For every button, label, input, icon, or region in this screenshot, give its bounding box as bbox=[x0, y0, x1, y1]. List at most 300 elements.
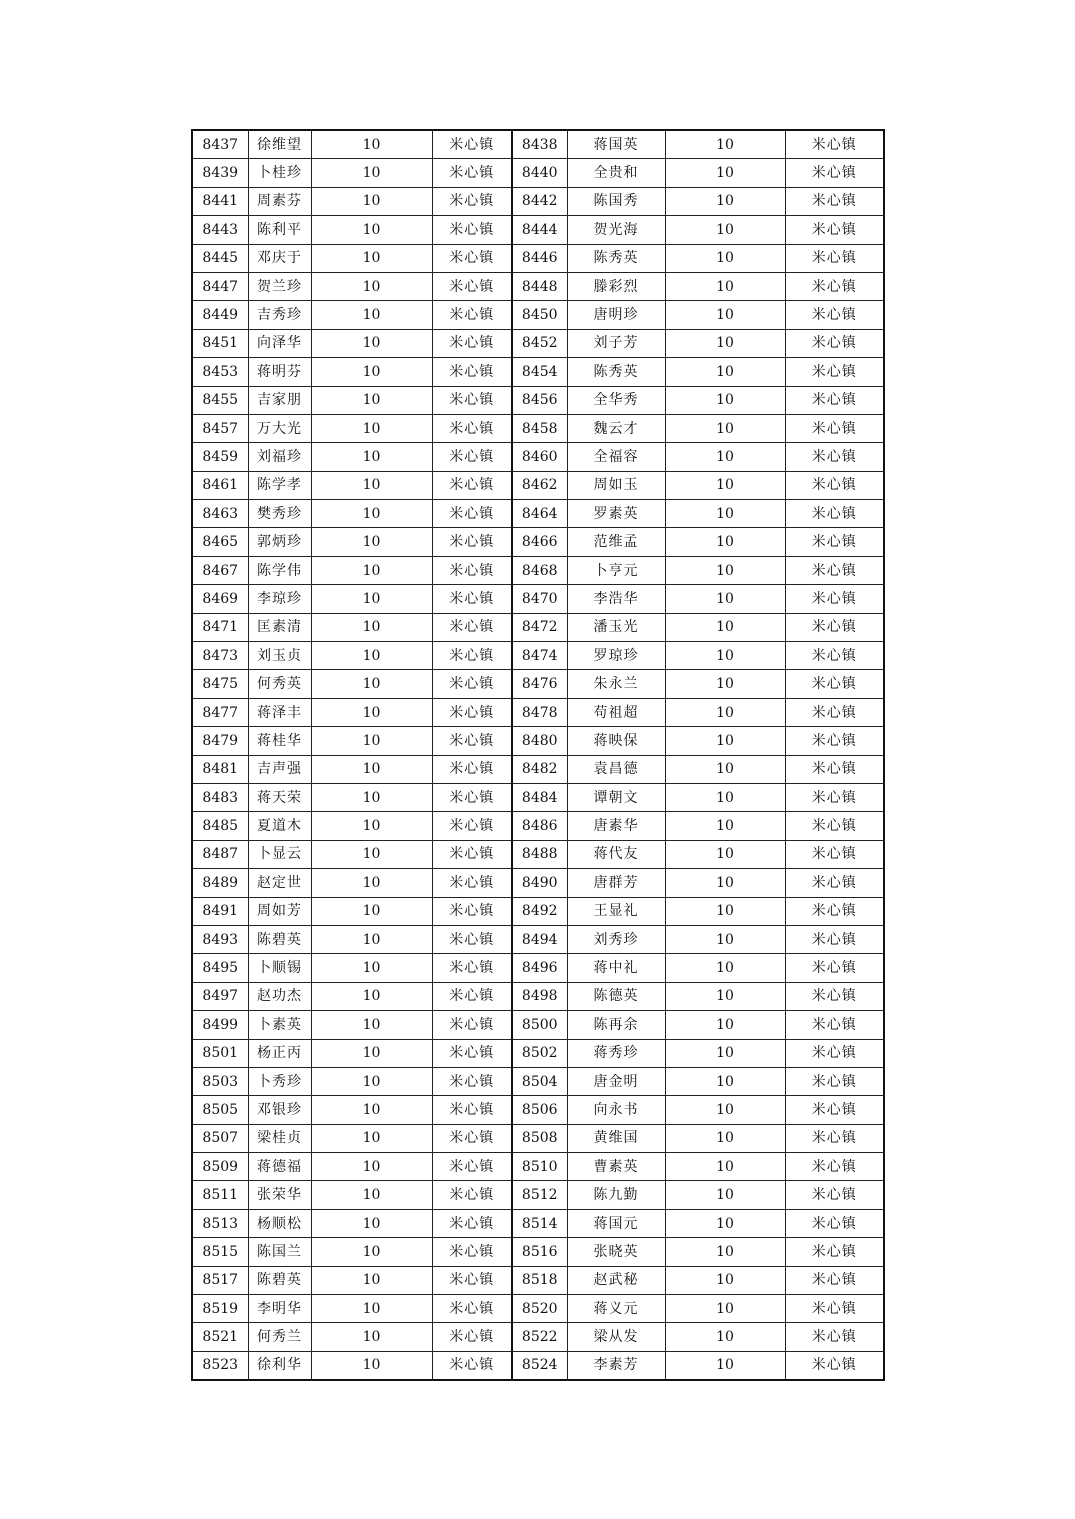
person-name: 陈德英 bbox=[567, 982, 665, 1010]
table-row bbox=[192, 130, 884, 159]
amount-cell: 10 bbox=[665, 727, 785, 755]
record-id: 8438 bbox=[512, 130, 567, 159]
amount-cell: 10 bbox=[665, 1181, 785, 1209]
record-id: 8482 bbox=[512, 755, 567, 783]
record-id: 8513 bbox=[192, 1209, 248, 1237]
town-name: 米心镇 bbox=[785, 783, 884, 811]
town-name: 米心镇 bbox=[432, 670, 512, 698]
amount-cell: 10 bbox=[665, 1124, 785, 1152]
record-id: 8476 bbox=[512, 670, 567, 698]
amount-cell: 10 bbox=[311, 528, 432, 556]
town-name: 米心镇 bbox=[785, 954, 884, 982]
person-name: 黄维国 bbox=[567, 1124, 665, 1152]
town-name: 米心镇 bbox=[432, 755, 512, 783]
record-id: 8519 bbox=[192, 1295, 248, 1323]
town-name: 米心镇 bbox=[785, 698, 884, 726]
town-name: 米心镇 bbox=[432, 1096, 512, 1124]
record-id: 8440 bbox=[512, 159, 567, 187]
table-row bbox=[192, 670, 884, 698]
amount-cell: 10 bbox=[311, 272, 432, 300]
table-row bbox=[192, 1266, 884, 1294]
person-name: 杨正丙 bbox=[248, 1039, 311, 1067]
amount-cell: 10 bbox=[665, 1238, 785, 1266]
amount-cell: 10 bbox=[665, 301, 785, 329]
person-name: 刘玉贞 bbox=[248, 642, 311, 670]
record-id: 8523 bbox=[192, 1351, 248, 1380]
town-name: 米心镇 bbox=[785, 897, 884, 925]
amount-cell: 10 bbox=[311, 783, 432, 811]
record-id: 8479 bbox=[192, 727, 248, 755]
person-name: 全福容 bbox=[567, 443, 665, 471]
amount-cell: 10 bbox=[665, 216, 785, 244]
person-name: 李明华 bbox=[248, 1295, 311, 1323]
amount-cell: 10 bbox=[311, 159, 432, 187]
amount-cell: 10 bbox=[665, 500, 785, 528]
person-name: 唐素华 bbox=[567, 812, 665, 840]
amount-cell: 10 bbox=[665, 358, 785, 386]
town-name: 米心镇 bbox=[785, 414, 884, 442]
amount-cell: 10 bbox=[311, 130, 432, 159]
table-row bbox=[192, 613, 884, 641]
person-name: 匡素清 bbox=[248, 613, 311, 641]
town-name: 米心镇 bbox=[432, 783, 512, 811]
person-name: 周如玉 bbox=[567, 471, 665, 499]
table-row bbox=[192, 216, 884, 244]
town-name: 米心镇 bbox=[785, 1153, 884, 1181]
amount-cell: 10 bbox=[665, 1039, 785, 1067]
amount-cell: 10 bbox=[665, 670, 785, 698]
town-name: 米心镇 bbox=[785, 216, 884, 244]
table-row bbox=[192, 187, 884, 215]
record-id: 8501 bbox=[192, 1039, 248, 1067]
town-name: 米心镇 bbox=[785, 1351, 884, 1380]
amount-cell: 10 bbox=[311, 613, 432, 641]
table-row bbox=[192, 528, 884, 556]
amount-cell: 10 bbox=[311, 1181, 432, 1209]
amount-cell: 10 bbox=[311, 471, 432, 499]
town-name: 米心镇 bbox=[785, 443, 884, 471]
record-id: 8505 bbox=[192, 1096, 248, 1124]
record-id: 8511 bbox=[192, 1181, 248, 1209]
person-name: 蒋秀珍 bbox=[567, 1039, 665, 1067]
amount-cell: 10 bbox=[665, 954, 785, 982]
amount-cell: 10 bbox=[311, 500, 432, 528]
amount-cell: 10 bbox=[665, 130, 785, 159]
town-name: 米心镇 bbox=[432, 897, 512, 925]
amount-cell: 10 bbox=[665, 698, 785, 726]
record-id: 8521 bbox=[192, 1323, 248, 1351]
town-name: 米心镇 bbox=[432, 358, 512, 386]
amount-cell: 10 bbox=[665, 585, 785, 613]
amount-cell: 10 bbox=[665, 1096, 785, 1124]
record-id: 8495 bbox=[192, 954, 248, 982]
person-name: 刘秀珍 bbox=[567, 925, 665, 953]
person-name: 张荣华 bbox=[248, 1181, 311, 1209]
person-name: 赵武秘 bbox=[567, 1266, 665, 1294]
amount-cell: 10 bbox=[311, 1351, 432, 1380]
town-name: 米心镇 bbox=[432, 869, 512, 897]
town-name: 米心镇 bbox=[432, 159, 512, 187]
town-name: 米心镇 bbox=[785, 585, 884, 613]
record-id: 8469 bbox=[192, 585, 248, 613]
record-id: 8454 bbox=[512, 358, 567, 386]
amount-cell: 10 bbox=[665, 613, 785, 641]
town-name: 米心镇 bbox=[432, 727, 512, 755]
person-name: 罗素英 bbox=[567, 500, 665, 528]
town-name: 米心镇 bbox=[432, 443, 512, 471]
person-name: 卜秀珍 bbox=[248, 1067, 311, 1095]
town-name: 米心镇 bbox=[785, 1096, 884, 1124]
person-name: 徐维望 bbox=[248, 130, 311, 159]
person-name: 徐利华 bbox=[248, 1351, 311, 1380]
person-name: 魏云才 bbox=[567, 414, 665, 442]
table-row bbox=[192, 698, 884, 726]
record-id: 8497 bbox=[192, 982, 248, 1010]
amount-cell: 10 bbox=[311, 216, 432, 244]
amount-cell: 10 bbox=[311, 1096, 432, 1124]
record-id: 8520 bbox=[512, 1295, 567, 1323]
amount-cell: 10 bbox=[311, 1266, 432, 1294]
town-name: 米心镇 bbox=[432, 556, 512, 584]
person-name: 曹素英 bbox=[567, 1153, 665, 1181]
record-id: 8493 bbox=[192, 925, 248, 953]
amount-cell: 10 bbox=[665, 556, 785, 584]
person-name: 蒋桂华 bbox=[248, 727, 311, 755]
person-name: 向泽华 bbox=[248, 329, 311, 357]
person-name: 苟祖超 bbox=[567, 698, 665, 726]
amount-cell: 10 bbox=[665, 1209, 785, 1237]
town-name: 米心镇 bbox=[785, 528, 884, 556]
amount-cell: 10 bbox=[665, 386, 785, 414]
person-name: 陈学伟 bbox=[248, 556, 311, 584]
person-name: 樊秀珍 bbox=[248, 500, 311, 528]
record-id: 8477 bbox=[192, 698, 248, 726]
table-row bbox=[192, 301, 884, 329]
person-name: 蒋天荣 bbox=[248, 783, 311, 811]
record-id: 8504 bbox=[512, 1067, 567, 1095]
record-id: 8463 bbox=[192, 500, 248, 528]
table-row bbox=[192, 1011, 884, 1039]
table-row bbox=[192, 159, 884, 187]
town-name: 米心镇 bbox=[432, 812, 512, 840]
town-name: 米心镇 bbox=[785, 159, 884, 187]
record-id: 8499 bbox=[192, 1011, 248, 1039]
table-row bbox=[192, 1209, 884, 1237]
person-name: 蒋明芬 bbox=[248, 358, 311, 386]
amount-cell: 10 bbox=[665, 1295, 785, 1323]
town-name: 米心镇 bbox=[432, 1124, 512, 1152]
table-row bbox=[192, 358, 884, 386]
amount-cell: 10 bbox=[311, 1209, 432, 1237]
record-id: 8441 bbox=[192, 187, 248, 215]
town-name: 米心镇 bbox=[432, 471, 512, 499]
amount-cell: 10 bbox=[665, 869, 785, 897]
table-row bbox=[192, 500, 884, 528]
person-name: 陈再余 bbox=[567, 1011, 665, 1039]
record-id: 8465 bbox=[192, 528, 248, 556]
record-id: 8464 bbox=[512, 500, 567, 528]
record-id: 8444 bbox=[512, 216, 567, 244]
table-row bbox=[192, 1153, 884, 1181]
person-name: 卜顺锡 bbox=[248, 954, 311, 982]
table-row bbox=[192, 414, 884, 442]
person-name: 王显礼 bbox=[567, 897, 665, 925]
person-name: 周素芬 bbox=[248, 187, 311, 215]
person-name: 陈国兰 bbox=[248, 1238, 311, 1266]
person-name: 陈利平 bbox=[248, 216, 311, 244]
amount-cell: 10 bbox=[665, 528, 785, 556]
person-name: 何秀兰 bbox=[248, 1323, 311, 1351]
amount-cell: 10 bbox=[665, 443, 785, 471]
table-row bbox=[192, 925, 884, 953]
record-id: 8462 bbox=[512, 471, 567, 499]
amount-cell: 10 bbox=[311, 1238, 432, 1266]
person-name: 梁桂贞 bbox=[248, 1124, 311, 1152]
town-name: 米心镇 bbox=[785, 244, 884, 272]
person-name: 潘玉光 bbox=[567, 613, 665, 641]
amount-cell: 10 bbox=[311, 414, 432, 442]
record-id: 8518 bbox=[512, 1266, 567, 1294]
person-name: 卜桂珍 bbox=[248, 159, 311, 187]
town-name: 米心镇 bbox=[785, 1181, 884, 1209]
town-name: 米心镇 bbox=[432, 301, 512, 329]
table-row bbox=[192, 869, 884, 897]
person-name: 陈碧英 bbox=[248, 1266, 311, 1294]
person-name: 赵定世 bbox=[248, 869, 311, 897]
town-name: 米心镇 bbox=[432, 954, 512, 982]
amount-cell: 10 bbox=[665, 840, 785, 868]
person-name: 邓庆于 bbox=[248, 244, 311, 272]
record-id: 8487 bbox=[192, 840, 248, 868]
amount-cell: 10 bbox=[311, 698, 432, 726]
record-id: 8467 bbox=[192, 556, 248, 584]
table-row bbox=[192, 1323, 884, 1351]
person-name: 卜亨元 bbox=[567, 556, 665, 584]
person-name: 蒋义元 bbox=[567, 1295, 665, 1323]
person-name: 夏道木 bbox=[248, 812, 311, 840]
record-id: 8508 bbox=[512, 1124, 567, 1152]
record-id: 8510 bbox=[512, 1153, 567, 1181]
amount-cell: 10 bbox=[311, 301, 432, 329]
record-id: 8475 bbox=[192, 670, 248, 698]
record-id: 8488 bbox=[512, 840, 567, 868]
person-name: 郭炳珍 bbox=[248, 528, 311, 556]
amount-cell: 10 bbox=[311, 1323, 432, 1351]
town-name: 米心镇 bbox=[785, 1039, 884, 1067]
person-name: 全华秀 bbox=[567, 386, 665, 414]
table-row bbox=[192, 443, 884, 471]
amount-cell: 10 bbox=[665, 1323, 785, 1351]
person-name: 蒋中礼 bbox=[567, 954, 665, 982]
town-name: 米心镇 bbox=[432, 244, 512, 272]
person-name: 吉声强 bbox=[248, 755, 311, 783]
person-name: 唐明珍 bbox=[567, 301, 665, 329]
amount-cell: 10 bbox=[311, 187, 432, 215]
table-row bbox=[192, 1039, 884, 1067]
town-name: 米心镇 bbox=[432, 272, 512, 300]
record-id: 8490 bbox=[512, 869, 567, 897]
amount-cell: 10 bbox=[311, 358, 432, 386]
table-row bbox=[192, 1238, 884, 1266]
amount-cell: 10 bbox=[311, 585, 432, 613]
table-row bbox=[192, 272, 884, 300]
town-name: 米心镇 bbox=[432, 1295, 512, 1323]
town-name: 米心镇 bbox=[432, 1153, 512, 1181]
town-name: 米心镇 bbox=[432, 1323, 512, 1351]
record-id: 8515 bbox=[192, 1238, 248, 1266]
amount-cell: 10 bbox=[311, 1124, 432, 1152]
person-name: 杨顺松 bbox=[248, 1209, 311, 1237]
amount-cell: 10 bbox=[665, 187, 785, 215]
amount-cell: 10 bbox=[665, 982, 785, 1010]
town-name: 米心镇 bbox=[785, 386, 884, 414]
person-name: 蒋国元 bbox=[567, 1209, 665, 1237]
record-id: 8457 bbox=[192, 414, 248, 442]
record-id: 8437 bbox=[192, 130, 248, 159]
table-body bbox=[192, 130, 884, 1380]
town-name: 米心镇 bbox=[432, 1351, 512, 1380]
record-id: 8496 bbox=[512, 954, 567, 982]
town-name: 米心镇 bbox=[432, 840, 512, 868]
table-row bbox=[192, 1181, 884, 1209]
record-id: 8478 bbox=[512, 698, 567, 726]
person-name: 吉家朋 bbox=[248, 386, 311, 414]
record-id: 8516 bbox=[512, 1238, 567, 1266]
amount-cell: 10 bbox=[665, 244, 785, 272]
record-id: 8494 bbox=[512, 925, 567, 953]
amount-cell: 10 bbox=[665, 1067, 785, 1095]
amount-cell: 10 bbox=[311, 925, 432, 953]
record-id: 8491 bbox=[192, 897, 248, 925]
table-row bbox=[192, 812, 884, 840]
record-id: 8502 bbox=[512, 1039, 567, 1067]
town-name: 米心镇 bbox=[432, 1209, 512, 1237]
person-name: 谭朝文 bbox=[567, 783, 665, 811]
person-name: 刘子芳 bbox=[567, 329, 665, 357]
town-name: 米心镇 bbox=[785, 1011, 884, 1039]
amount-cell: 10 bbox=[311, 244, 432, 272]
town-name: 米心镇 bbox=[785, 1124, 884, 1152]
record-id: 8489 bbox=[192, 869, 248, 897]
record-id: 8450 bbox=[512, 301, 567, 329]
town-name: 米心镇 bbox=[432, 414, 512, 442]
table-row bbox=[192, 1124, 884, 1152]
record-id: 8451 bbox=[192, 329, 248, 357]
person-name: 张晓英 bbox=[567, 1238, 665, 1266]
person-name: 李浩华 bbox=[567, 585, 665, 613]
town-name: 米心镇 bbox=[785, 329, 884, 357]
record-id: 8472 bbox=[512, 613, 567, 641]
record-id: 8492 bbox=[512, 897, 567, 925]
town-name: 米心镇 bbox=[785, 925, 884, 953]
person-name: 万大光 bbox=[248, 414, 311, 442]
record-id: 8448 bbox=[512, 272, 567, 300]
amount-cell: 10 bbox=[311, 329, 432, 357]
town-name: 米心镇 bbox=[785, 1209, 884, 1237]
person-name: 陈碧英 bbox=[248, 925, 311, 953]
town-name: 米心镇 bbox=[432, 130, 512, 159]
record-id: 8522 bbox=[512, 1323, 567, 1351]
town-name: 米心镇 bbox=[785, 187, 884, 215]
record-id: 8452 bbox=[512, 329, 567, 357]
town-name: 米心镇 bbox=[785, 613, 884, 641]
record-id: 8468 bbox=[512, 556, 567, 584]
person-name: 全贵和 bbox=[567, 159, 665, 187]
record-id: 8473 bbox=[192, 642, 248, 670]
person-name: 陈秀英 bbox=[567, 358, 665, 386]
town-name: 米心镇 bbox=[785, 130, 884, 159]
town-name: 米心镇 bbox=[432, 585, 512, 613]
town-name: 米心镇 bbox=[432, 187, 512, 215]
town-name: 米心镇 bbox=[432, 1011, 512, 1039]
table-row bbox=[192, 471, 884, 499]
amount-cell: 10 bbox=[311, 812, 432, 840]
town-name: 米心镇 bbox=[785, 1238, 884, 1266]
town-name: 米心镇 bbox=[785, 1067, 884, 1095]
town-name: 米心镇 bbox=[432, 329, 512, 357]
town-name: 米心镇 bbox=[432, 613, 512, 641]
town-name: 米心镇 bbox=[785, 1295, 884, 1323]
town-name: 米心镇 bbox=[432, 1067, 512, 1095]
person-name: 蒋德福 bbox=[248, 1153, 311, 1181]
person-name: 蒋泽丰 bbox=[248, 698, 311, 726]
amount-cell: 10 bbox=[311, 443, 432, 471]
person-name: 吉秀珍 bbox=[248, 301, 311, 329]
person-name: 李素芳 bbox=[567, 1351, 665, 1380]
record-id: 8481 bbox=[192, 755, 248, 783]
record-id: 8524 bbox=[512, 1351, 567, 1380]
amount-cell: 10 bbox=[311, 840, 432, 868]
table-row bbox=[192, 386, 884, 414]
town-name: 米心镇 bbox=[432, 1039, 512, 1067]
town-name: 米心镇 bbox=[432, 528, 512, 556]
amount-cell: 10 bbox=[665, 925, 785, 953]
record-id: 8500 bbox=[512, 1011, 567, 1039]
town-name: 米心镇 bbox=[432, 1181, 512, 1209]
record-id: 8485 bbox=[192, 812, 248, 840]
record-id: 8455 bbox=[192, 386, 248, 414]
amount-cell: 10 bbox=[311, 642, 432, 670]
amount-cell: 10 bbox=[665, 471, 785, 499]
amount-cell: 10 bbox=[665, 159, 785, 187]
person-name: 梁从发 bbox=[567, 1323, 665, 1351]
table-row bbox=[192, 1067, 884, 1095]
record-id: 8442 bbox=[512, 187, 567, 215]
table-row bbox=[192, 642, 884, 670]
amount-cell: 10 bbox=[665, 755, 785, 783]
amount-cell: 10 bbox=[311, 670, 432, 698]
person-name: 贺光海 bbox=[567, 216, 665, 244]
record-id: 8484 bbox=[512, 783, 567, 811]
record-id: 8466 bbox=[512, 528, 567, 556]
amount-cell: 10 bbox=[311, 1011, 432, 1039]
person-name: 何秀英 bbox=[248, 670, 311, 698]
record-id: 8498 bbox=[512, 982, 567, 1010]
town-name: 米心镇 bbox=[785, 812, 884, 840]
amount-cell: 10 bbox=[311, 982, 432, 1010]
town-name: 米心镇 bbox=[785, 1323, 884, 1351]
amount-cell: 10 bbox=[665, 783, 785, 811]
amount-cell: 10 bbox=[665, 1011, 785, 1039]
person-name: 贺兰珍 bbox=[248, 272, 311, 300]
person-name: 袁昌德 bbox=[567, 755, 665, 783]
amount-cell: 10 bbox=[665, 642, 785, 670]
amount-cell: 10 bbox=[311, 1295, 432, 1323]
amount-cell: 10 bbox=[665, 414, 785, 442]
person-name: 唐金明 bbox=[567, 1067, 665, 1095]
record-id: 8459 bbox=[192, 443, 248, 471]
town-name: 米心镇 bbox=[785, 670, 884, 698]
